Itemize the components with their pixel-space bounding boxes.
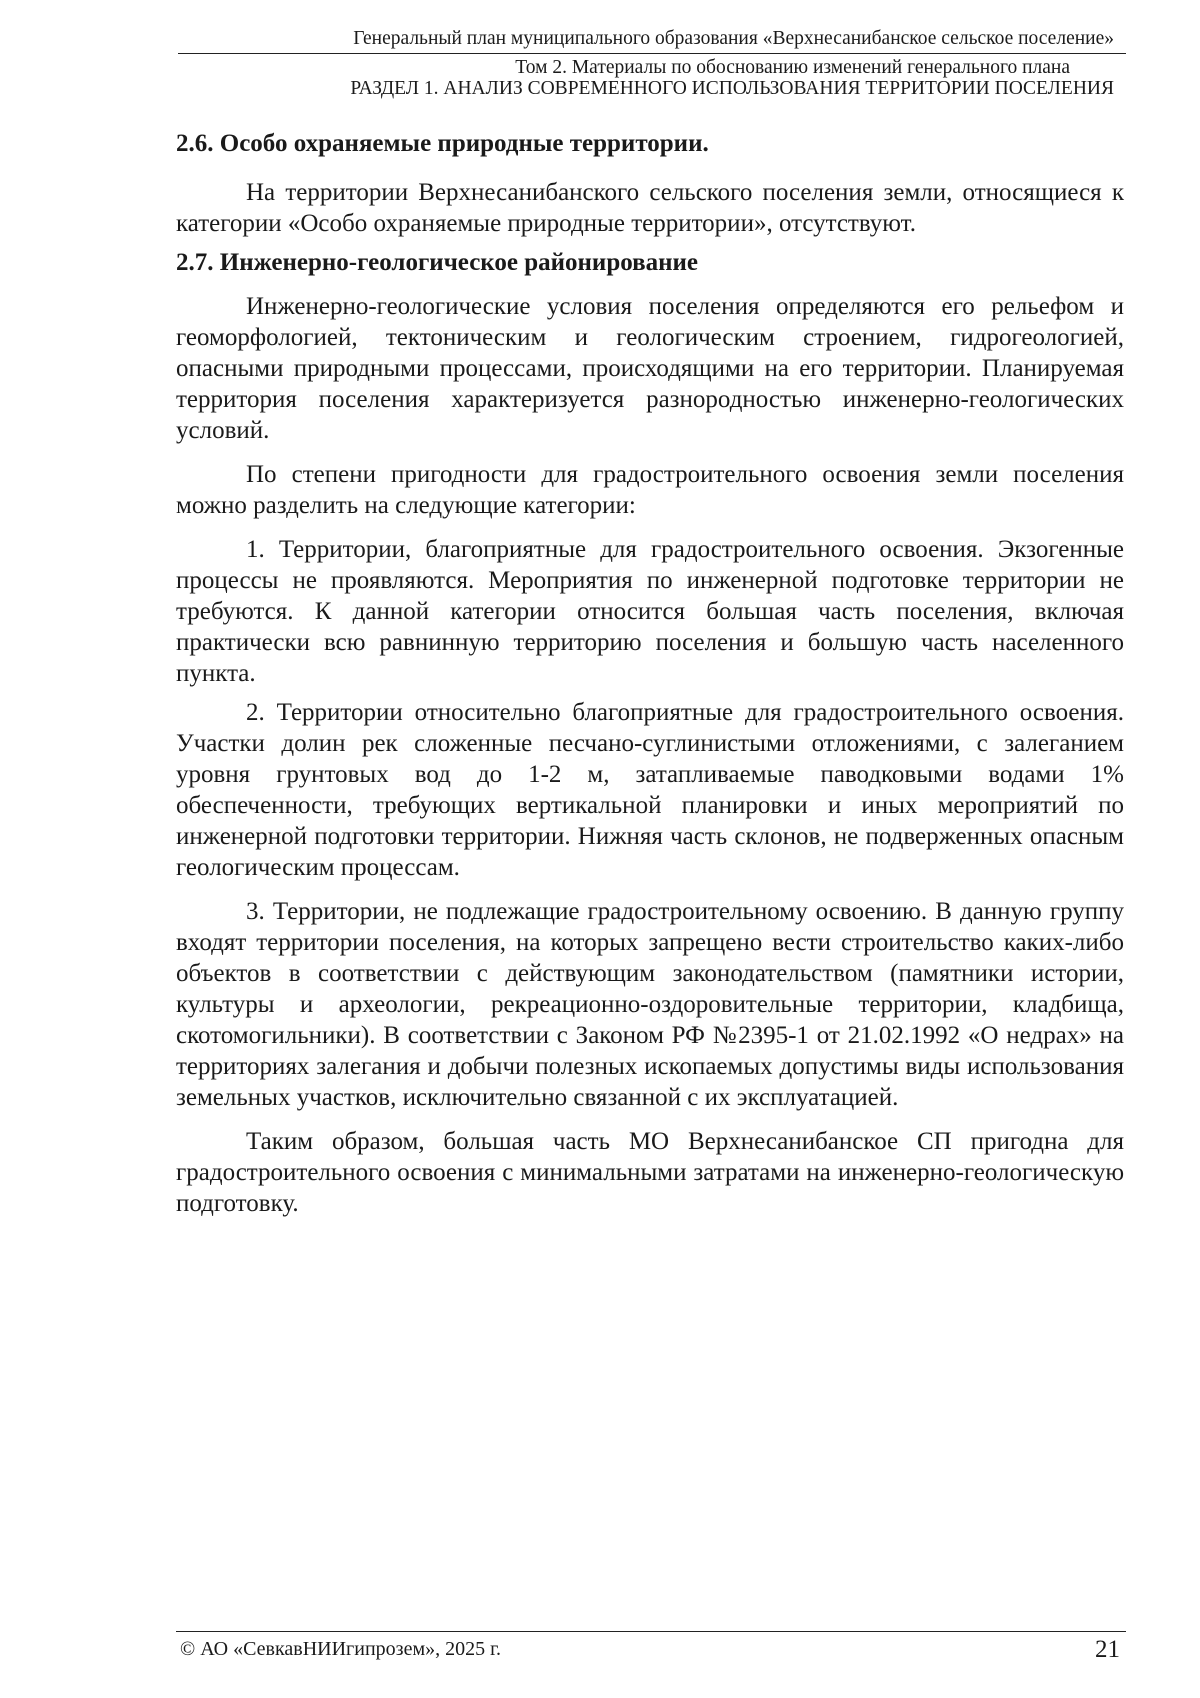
header-volume-title: Том 2. Материалы по обоснованию изменений генерального плана [515,57,1070,78]
paragraph-category-1: 1. Территории, благоприятные для градостроительного освоения. Экзогенные процессы не проявляются. Мероприятия по инженерной подготовке территории не требуются. К данной категории относится большая часть поселения, включая практически всю равнинную территорию поселения и большую часть населенного пункта. [176,536,1124,687]
page-header [178,26,1126,100]
paragraph-category-3: 3. Территории, не подлежащие градостроительному освоению. В данную группу входят территории поселения, на которых запрещено вести строительство каких-либо объектов в соответствии с действующим законодательством (памятники истории, культуры и археологии, рекреационно-оздоровительные территории, кладбища, скотомогильники). В соответствии с Законом РФ №2395-1 от 21.02.1992 «О недрах» на территориях залегания и добычи полезных ископаемых допустимы виды использования земельных участков, исключительно связанной с их эксплуатацией. [176,898,1124,1111]
paragraph-oopt: На территории Верхнесанибанского сельского поселения земли, относящиеся к категории «Особо охраняемые природные территории», отсутствуют. [176,179,1124,237]
paragraph-geology-conditions: Инженерно-геологические условия поселения определяются его рельефом и геоморфологией, тектоническим и геологическим строением, гидрогеологией, опасными природными процессами, происходящими на его территории. Планируемая территория поселения характеризуется разнородностью инженерно-геологических условий. [176,293,1124,444]
section-heading-2-6: 2.6. Особо охраняемые природные территории. [176,130,709,157]
page-number: 21 [1095,1636,1120,1663]
footer-copyright: © АО «СевкавНИИгипрозем», 2025 г. [180,1638,502,1660]
paragraph-categories-intro: По степени пригодности для градостроительного освоения земли поселения можно разделить на следующие категории: [176,461,1124,519]
page-body [176,128,1124,1219]
paragraph-category-2: 2. Территории относительно благоприятные для градостроительного освоения. Участки долин рек сложенные песчано-суглинистыми отложениями, с залеганием уровня грунтовых вод до 1-2 м, затапливаемые паводковыми водами 1% обеспеченности, требующих вертикальной планировки и иных мероприятий по инженерной подготовки территории. Нижняя часть склонов, не подверженных опасным геологическим процессам. [176,699,1124,881]
paragraph-conclusion: Таким образом, большая часть МО Верхнесанибанское СП пригодна для градостроительного освоения с минимальными затратами на инженерно-геологическую подготовку. [176,1128,1124,1217]
page-footer [176,1631,1126,1664]
header-document-title: Генеральный план муниципального образования «Верхнесанибанское сельское поселение» [353,28,1114,49]
header-divider [178,53,1126,54]
section-heading-2-7: 2.7. Инженерно-геологическое районирование [176,249,699,276]
header-section-title: РАЗДЕЛ 1. АНАЛИЗ СОВРЕМЕННОГО ИСПОЛЬЗОВАНИЯ ТЕРРИТОРИИ ПОСЕЛЕНИЯ [350,78,1114,99]
